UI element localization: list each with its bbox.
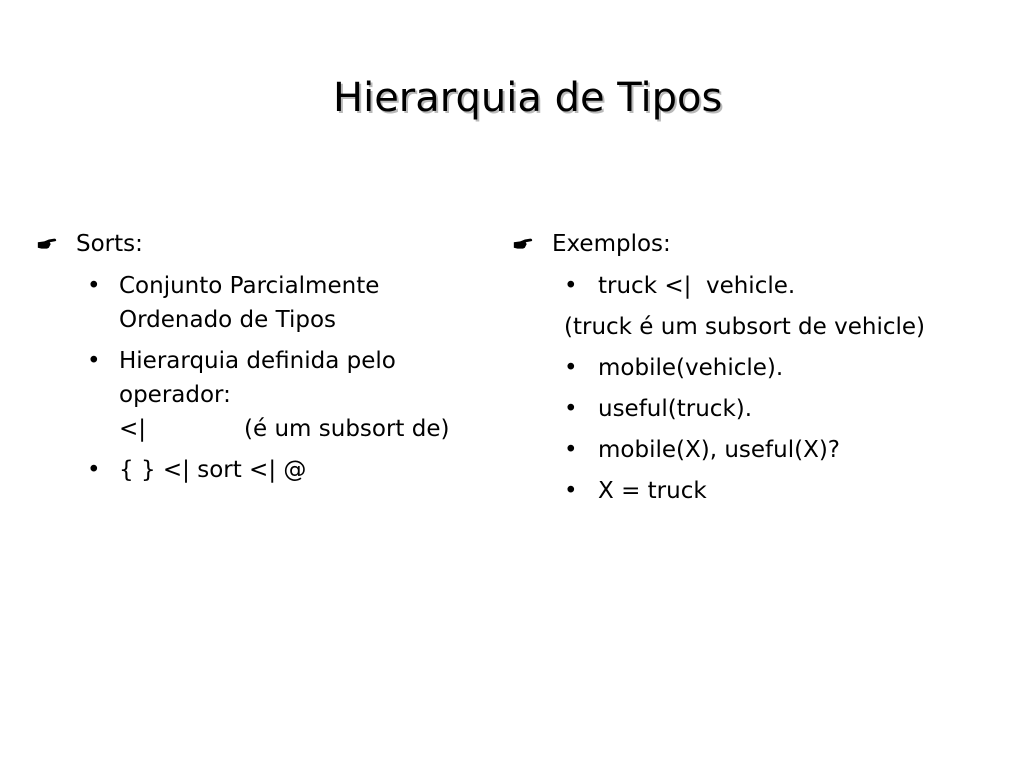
right-column xyxy=(512,228,1012,515)
bullet-dot: • xyxy=(564,355,578,381)
list-item-line: X = truck xyxy=(598,478,707,504)
left-column xyxy=(36,228,496,494)
list-item xyxy=(512,351,1012,385)
sorts-sublist xyxy=(36,269,496,487)
list-item xyxy=(512,433,1012,467)
list-item-line: mobile(X), useful(X)? xyxy=(598,437,841,463)
operator-symbol: <| xyxy=(119,416,147,442)
bullet-dot: • xyxy=(564,437,578,463)
list-item-line: mobile(vehicle). xyxy=(598,355,784,381)
operator-description: (é um subsort de) xyxy=(244,416,450,442)
list-item xyxy=(36,344,496,446)
list-item-line: Conjunto Parcialmente xyxy=(119,273,380,299)
slide-title: Hierarquia de Tipos xyxy=(333,75,723,121)
exemplos-heading: Exemplos: xyxy=(552,231,671,257)
pointing-hand-icon xyxy=(512,234,534,256)
list-item xyxy=(512,269,1012,303)
list-item xyxy=(36,453,496,487)
bullet-dot: • xyxy=(87,273,101,299)
operator-line xyxy=(119,412,496,446)
example-note: (truck é um subsort de vehicle) xyxy=(564,314,926,340)
sorts-bullet xyxy=(36,228,496,261)
list-item xyxy=(512,474,1012,508)
pointing-hand-icon xyxy=(36,234,58,256)
list-item-line: useful(truck). xyxy=(598,396,753,422)
list-item-line: truck <| vehicle. xyxy=(598,273,796,299)
list-item xyxy=(36,269,496,337)
list-item-line: operador: xyxy=(119,382,231,408)
bullet-dot: • xyxy=(564,478,578,504)
sorts-heading: Sorts: xyxy=(76,231,143,257)
list-item-line: { } <| sort <| @ xyxy=(119,457,307,483)
bullet-dot: • xyxy=(564,396,578,422)
list-item-line: Ordenado de Tipos xyxy=(119,307,337,333)
list-item-line: Hierarquia definida pelo xyxy=(119,348,396,374)
exemplos-bullet xyxy=(512,228,1012,261)
list-item xyxy=(512,392,1012,426)
bullet-dot: • xyxy=(87,457,101,483)
bullet-dot: • xyxy=(564,273,578,299)
bullet-dot: • xyxy=(87,348,101,374)
exemplos-sublist xyxy=(512,269,1012,508)
